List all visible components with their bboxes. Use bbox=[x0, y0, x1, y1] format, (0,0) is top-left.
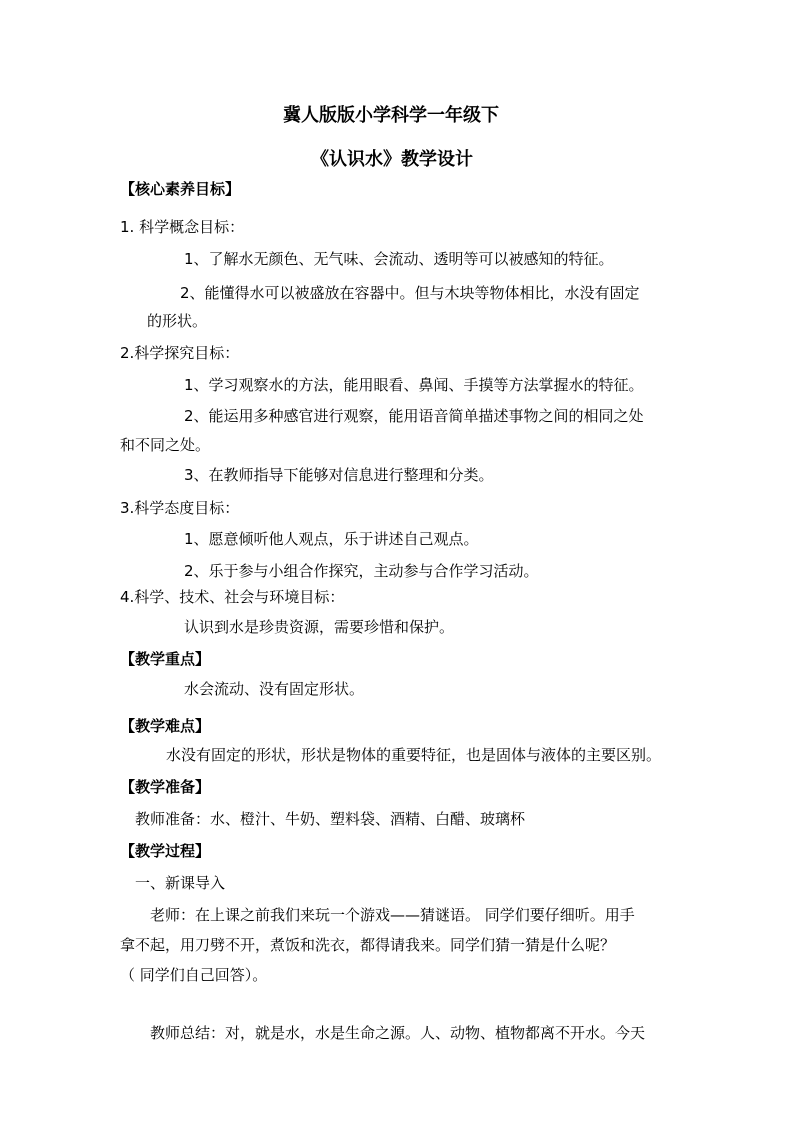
process-step-1: 一、新课导入 bbox=[135, 874, 226, 892]
section-3-item-1: 1、愿意倾听他人观点，乐于讲述自己观点。 bbox=[184, 530, 479, 548]
section-1-label: 1. 科学概念目标： bbox=[120, 218, 245, 236]
preparation-text: 教师准备：水、橙汁、牛奶、塑料袋、酒精、白醋、玻璃杯 bbox=[135, 810, 526, 828]
section-1-item-1: 1、了解水无颜色、无气味、会流动、透明等可以被感知的特征。 bbox=[184, 250, 614, 268]
heading-preparation: 【教学准备】 bbox=[120, 778, 211, 796]
section-4-item-1: 认识到水是珍贵资源，需要珍惜和保护。 bbox=[184, 618, 455, 636]
doc-title-line1: 冀人版版小学科学一年级下 bbox=[283, 105, 499, 126]
section-2-item-1: 1、学习观察水的方法，能用眼看、鼻闻、手摸等方法掌握水的特征。 bbox=[184, 376, 644, 394]
process-para-line-3: （ 同学们自己回答）。 bbox=[120, 966, 268, 984]
section-1-item-2: 2、能懂得水可以被盛放在容器中。但与木块等物体相比，水没有固定 bbox=[180, 284, 640, 302]
doc-title-line2: 《认识水》教学设计 bbox=[311, 149, 473, 170]
heading-core-goals: 【核心素养目标】 bbox=[120, 180, 241, 198]
section-2-item-3: 3、在教师指导下能够对信息进行整理和分类。 bbox=[184, 466, 494, 484]
key-points-text: 水会流动、没有固定形状。 bbox=[184, 680, 365, 698]
section-1-item-2-cont: 的形状。 bbox=[147, 312, 208, 330]
section-2-label: 2.科学探究目标： bbox=[120, 344, 240, 362]
section-3-label: 3.科学态度目标： bbox=[120, 499, 240, 517]
heading-process: 【教学过程】 bbox=[120, 842, 211, 860]
section-4-label: 4.科学、技术、社会与环境目标： bbox=[120, 588, 345, 606]
process-para-line-2: 拿不起，用刀劈不开，煮饭和洗衣，都得请我来。同学们猜一猜是什么呢？ bbox=[120, 936, 616, 954]
process-para-line-4: 教师总结：对，就是水，水是生命之源。人、动物、植物都离不开水。今天 bbox=[150, 1024, 646, 1042]
heading-key-points: 【教学重点】 bbox=[120, 650, 211, 668]
difficulties-text: 水没有固定的形状，形状是物体的重要特征，也是固体与液体的主要区别。 bbox=[166, 746, 662, 764]
section-2-item-2: 2、能运用多种感官进行观察，能用语音简单描述事物之间的相同之处 bbox=[184, 407, 644, 425]
section-2-item-2-cont: 和不同之处。 bbox=[120, 436, 211, 454]
process-para-line-1: 老师：在上课之前我们来玩一个游戏——猜谜语。 同学们要仔细听。用手 bbox=[150, 906, 635, 924]
section-3-item-2: 2、乐于参与小组合作探究，主动参与合作学习活动。 bbox=[184, 562, 539, 580]
heading-difficulties: 【教学难点】 bbox=[120, 717, 211, 735]
